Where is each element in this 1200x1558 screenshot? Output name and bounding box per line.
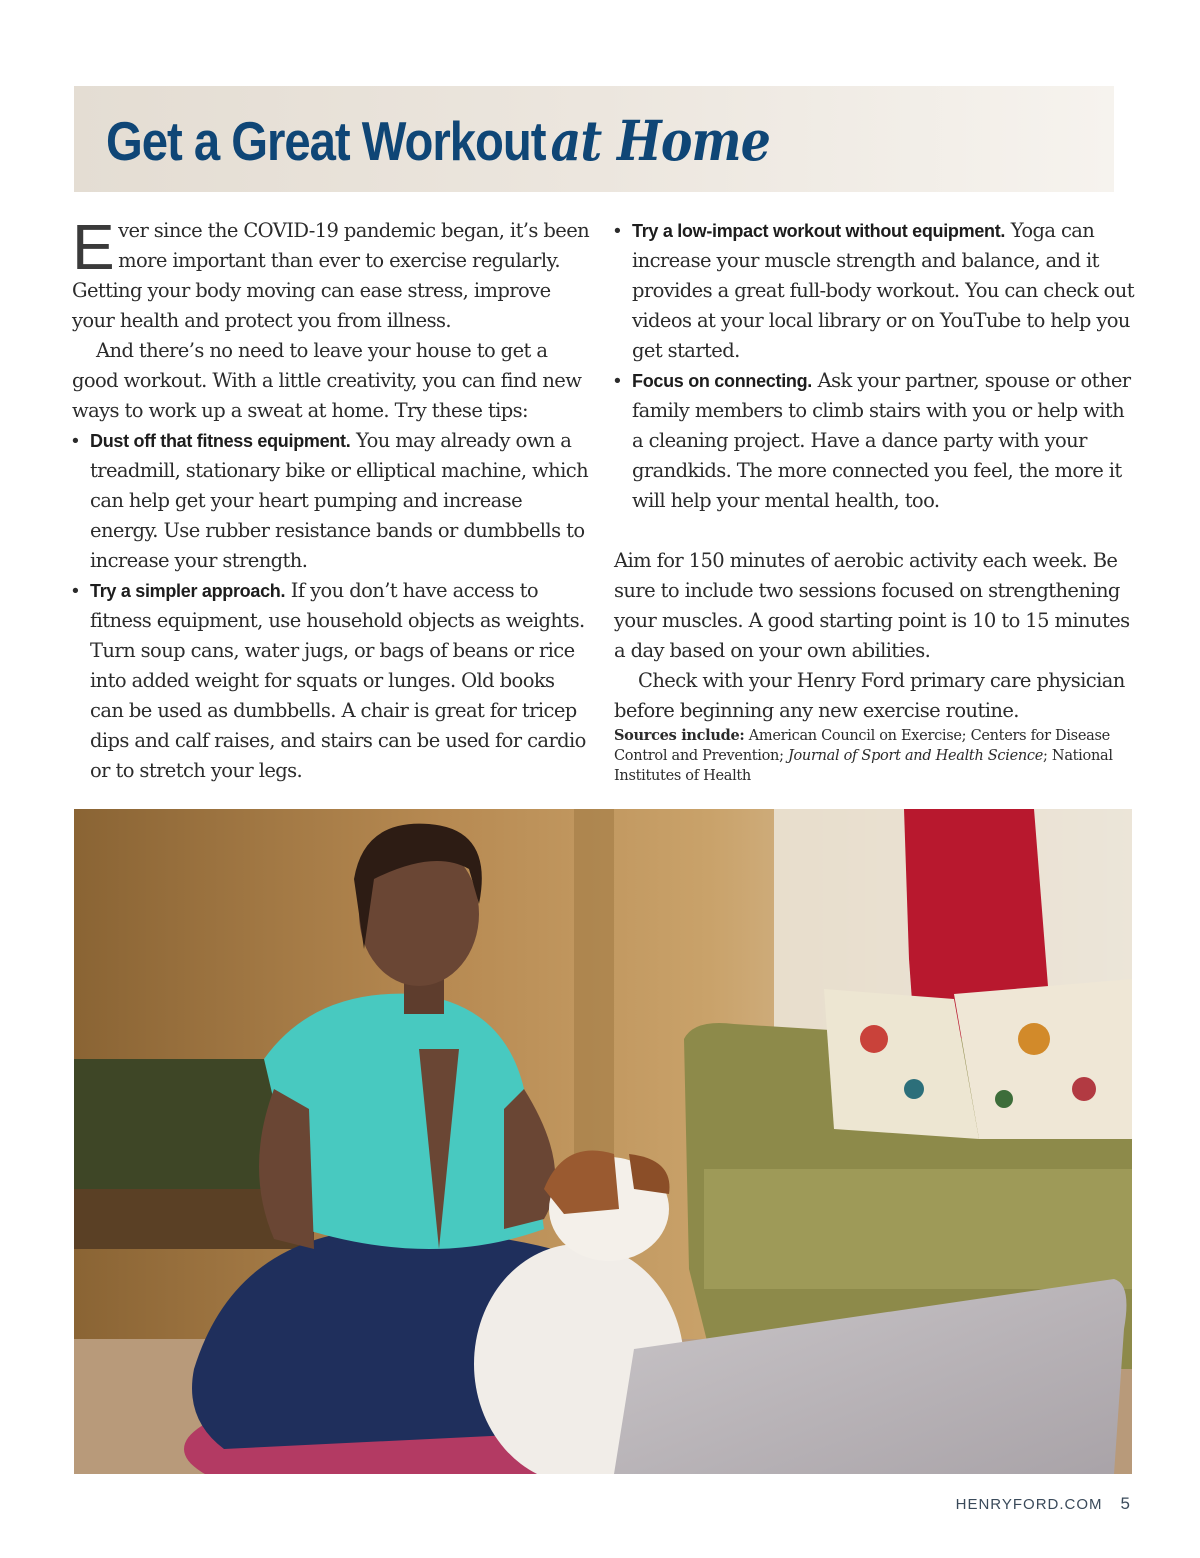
sofa-cushions (704, 1169, 1132, 1289)
title-main: Get a Great Workout (106, 110, 546, 172)
page-title (106, 108, 770, 174)
paragraph-gap (614, 516, 1134, 546)
drop-cap: E (72, 211, 115, 283)
tip-heading: Try a low-impact workout without equipment. (632, 221, 1006, 241)
pillow-flower (904, 1079, 924, 1099)
sources-journal: Journal of Sport and Health Science (787, 748, 1044, 764)
tip-text: Yoga can increase your muscle strength and balance, and it provides a great full-body workout. You can check out videos at your local library or on YouTube to help you get started. (632, 219, 1134, 362)
intro-text: ver since the COVID-19 pandemic began, it’s been more important than ever to exercise regularly. Getting your body moving can ease stress, improve your health and protect you from illness. (72, 219, 590, 332)
tips-list-right (614, 216, 1134, 516)
photo-illustration (74, 809, 1132, 1474)
left-column (72, 211, 592, 786)
page-footer (956, 1494, 1130, 1514)
sources-text-1: American Council on Exercise; Centers for Disease Control and Prevention; (614, 728, 1110, 764)
sources-text-2: ; National Institutes of Health (614, 748, 1113, 784)
pillow-right (954, 979, 1132, 1139)
tip-text: If you don’t have access to fitness equipment, use household objects as weights. Turn soup cans, water jugs, or bags of beans or rice into added weight for squats or lunges. Old books can be used as dumbbells. A chair is great for tricep dips and calf raises, and stairs can be used for cardio or to stretch your legs. (90, 579, 586, 782)
tip-item (72, 426, 592, 576)
pillow-flower (1018, 1023, 1050, 1055)
title-accent: at Home (550, 108, 770, 173)
sources-label: Sources include: (614, 727, 745, 744)
footer-site: HENRYFORD.COM (955, 1496, 1103, 1513)
home-yoga-photo (74, 809, 1132, 1474)
tips-list-left (72, 426, 592, 786)
sources-note (614, 726, 1134, 786)
intro-paragraph-2: And there’s no need to leave your house to get a good workout. With a little creativity, you can find new ways to work up a sweat at home. Try these tips: (72, 339, 582, 422)
tip-text: You may already own a treadmill, stationary bike or elliptical machine, which can help get your heart pumping and increase energy. Use rubber resistance bands or dumbbells to increase your strength. (90, 429, 589, 572)
tip-heading: Dust off that fitness equipment. (90, 431, 351, 451)
pillow-flower (860, 1025, 888, 1053)
tip-text: Ask your partner, spouse or other family members to climb stairs with you or help with a cleaning project. Have a dance party with your grandkids. The more connected you feel, the more it will help your mental health, too. (632, 369, 1131, 512)
pillow-flower (995, 1090, 1013, 1108)
tip-item (614, 216, 1134, 366)
page-number: 5 (1120, 1494, 1130, 1513)
right-column (614, 216, 1134, 786)
closing-paragraph: Aim for 150 minutes of aerobic activity each week. Be sure to include two sessions focused on strengthening your muscles. A good starting point is 10 to 15 minutes a day based on your own abilities. (614, 549, 1130, 662)
pillow-flower (1072, 1077, 1096, 1101)
tip-heading: Focus on connecting. (632, 371, 813, 391)
tip-heading: Try a simpler approach. (90, 581, 286, 601)
tip-item (614, 366, 1134, 516)
closing-paragraph-2: Check with your Henry Ford primary care physician before beginning any new exercise routine. (614, 669, 1125, 722)
intro-paragraph (72, 211, 592, 336)
pillow-left (824, 989, 979, 1139)
tip-item (72, 576, 592, 786)
